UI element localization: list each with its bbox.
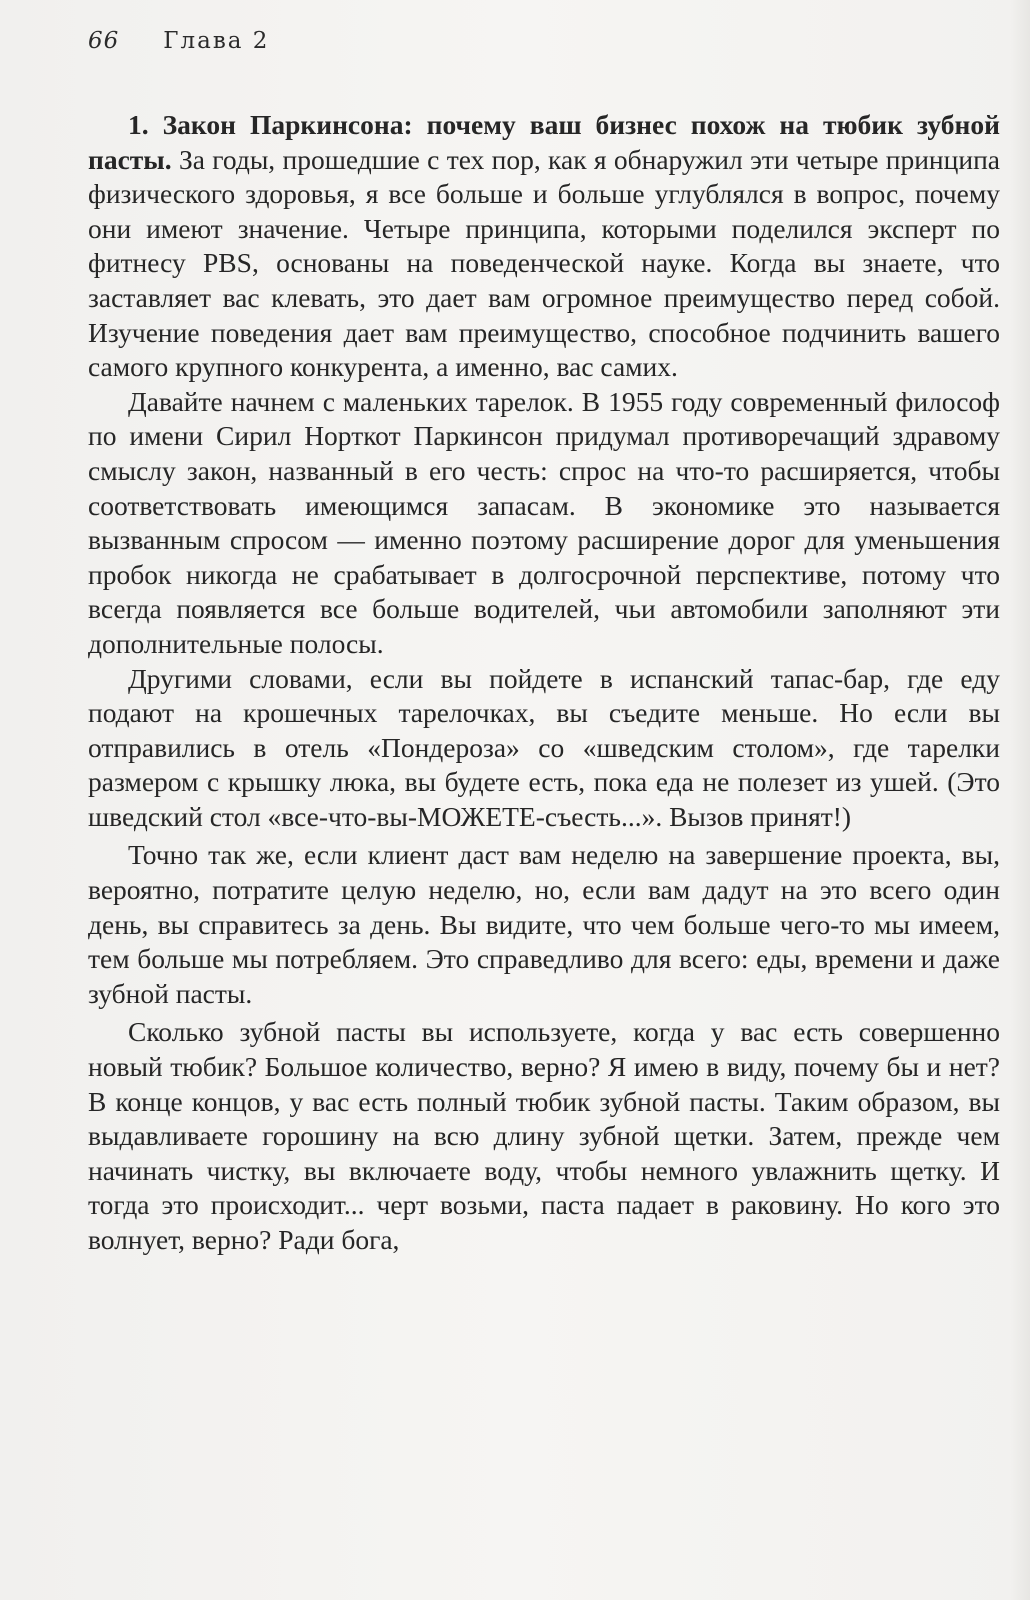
paragraph-4: Точно так же, если клиент даст вам неделю на завершение проекта, вы, вероятно, потратите целую неделю, но, если вам дадут на это всего один день, вы справитесь за день. Вы видите, что чем больше чего-то мы имеем, тем больше мы потребляем. Это справедливо для всего: еды, времени и даже зубной пасты. (88, 839, 1000, 1009)
chapter-title: Глава 2 (163, 28, 270, 54)
page-number: 66 (88, 28, 120, 54)
paragraph-1 (88, 108, 1000, 385)
page-edge-shadow (1010, 0, 1030, 1600)
running-header (88, 28, 998, 62)
paragraph-1-text: За годы, прошедшие с тех пор, как я обнаружил эти четыре принципа физического здоровья, я все больше и больше углублялся в вопрос, почему они имеют значение. Четыре принципа, которыми поделился эксперт по фитнесу PBS, основаны на поведенческой науке. Когда вы знаете, что заставляет вас клевать, это дает вам огромное преимущество перед собой. Изучение поведения дает вам преимущество, способное подчинить вашего самого крупного конкурента, а именно, вас самих. (88, 143, 1000, 383)
section-heading: 1. Закон Паркинсона: почему ваш бизнес похож на тюбик зубной пасты. (88, 109, 1000, 175)
paragraph-2: Давайте начнем с маленьких тарелок. В 1955 году современный философ по имени Сирил Норткот Паркинсон придумал противоречащий здравому смыслу закон, названный в его честь: спрос на что-то расширяется, чтобы соответствовать имеющимся запасам. В экономике это называется вызванным спросом — именно поэтому расширение дорог для уменьшения пробок никогда не срабатывает в долгосрочной перспективе, потому что всегда появляется все больше водителей, чьи автомобили заполняют эти дополнительные полосы. (88, 385, 1000, 659)
paragraph-3: Другими словами, если вы пойдете в испанский тапас-бар, где еду подают на крошечных тарелочках, вы съедите меньше. Но если вы отправились в отель «Пондероза» со «шведским столом», где тарелки размером с крышку люка, вы будете есть, пока еда не полезет из ушей. (Это шведский стол «все-что-вы-МОЖЕТЕ-съесть...». Вызов принят!) (88, 662, 1000, 832)
page-text (88, 108, 1000, 1258)
paragraph-5: Сколько зубной пасты вы используете, когда у вас есть совершенно новый тюбик? Большое количество, верно? Я имею в виду, почему бы и нет? В конце концов, у вас есть полный тюбик зубной пасты. Таким образом, вы выдавливаете горошину на всю длину зубной щетки. Затем, прежде чем начинать чистку, вы включаете воду, чтобы немного увлажнить щетку. И тогда это происходит... черт возьми, паста падает в раковину. Но кого это волнует, верно? Ради бога, (88, 1016, 1000, 1255)
